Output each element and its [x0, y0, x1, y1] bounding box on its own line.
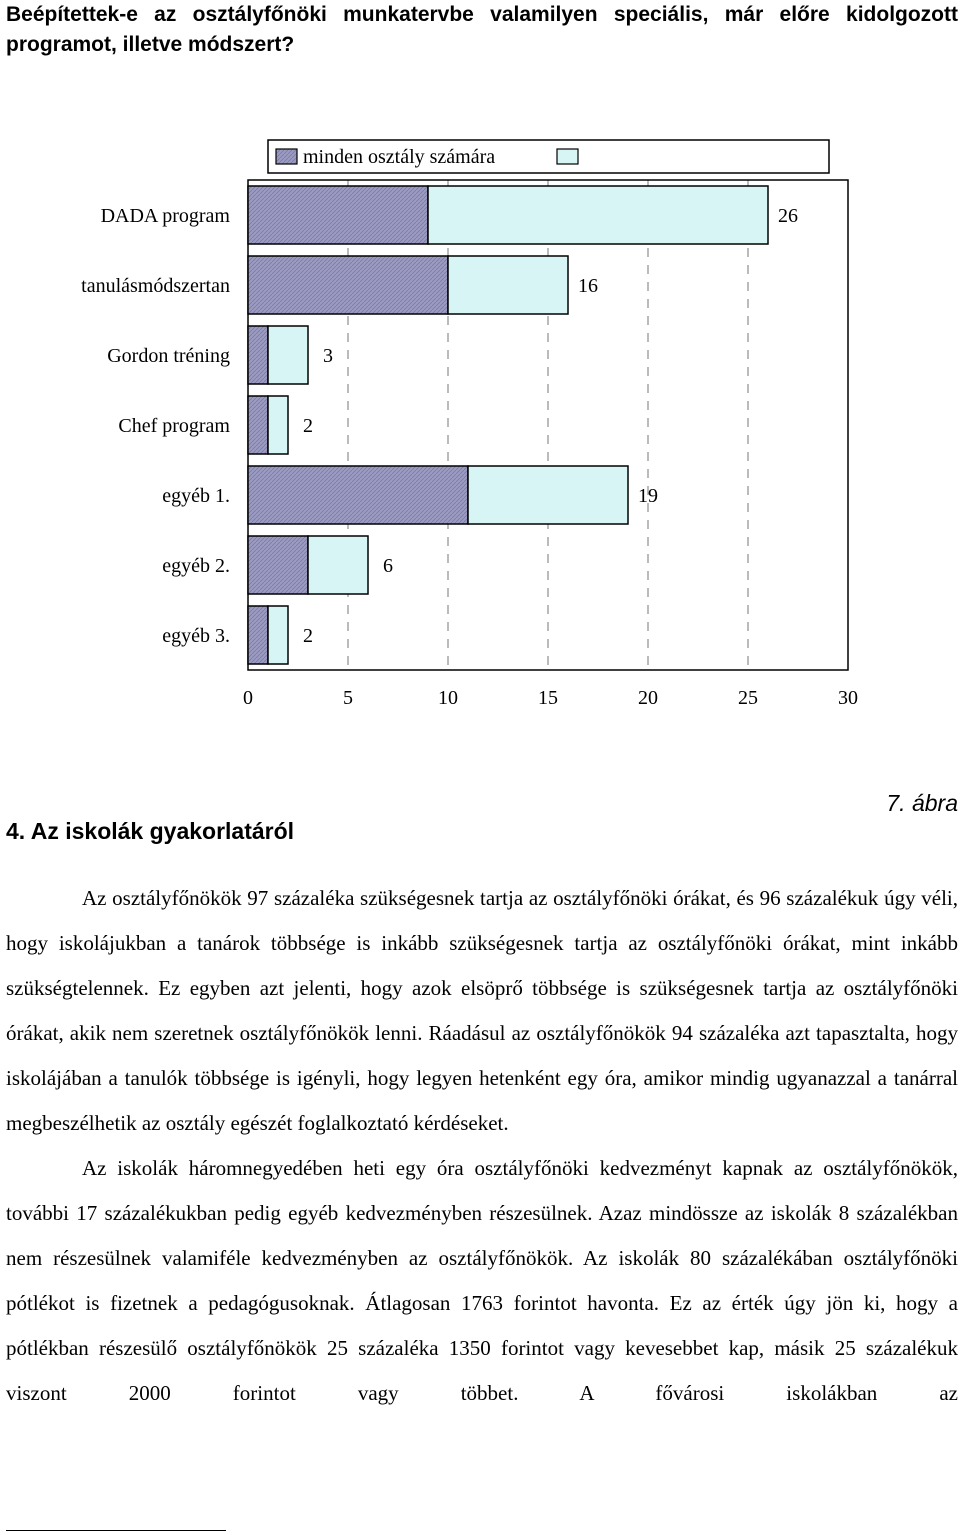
legend-swatch-series-1 [276, 149, 297, 164]
section-title: 4. Az iskolák gyakorlatáról [6, 818, 295, 844]
paragraph-1: Az osztályfőnökök 97 százaléka szükségesnek tartja az osztályfőnöki órákat, és 96 százalékuk úgy véli, hogy iskolájukban a tanárok többsége is inkább szükségesnek tartja az osztályfőnöki órákat, mint inkább szükségtelennek. Ez egyben azt jelenti, hogy azok elsöprő többsége is szükségesnek tartja az osztályfőnöki órákat, akik nem szeretnek osztályfőnökök lenni. Ráadásul az osztályfőnökök 94 százaléka azt tapasztalta, hogy iskolájában a tanulók többsége is igényli, hogy legyen hetenként egy óra, amikor mindig ugyanazzal a tanárral megbeszélhetik az osztály egészét foglalkoztató kérdéseket. [6, 886, 958, 1135]
bar-segment [268, 396, 288, 454]
bar-segment [268, 326, 308, 384]
x-tick-label: 5 [343, 687, 353, 709]
data-label: 2 [303, 415, 313, 437]
x-tick-label: 10 [438, 687, 458, 709]
bar-segment [448, 256, 568, 314]
x-tick-label: 0 [243, 687, 253, 709]
legend-swatch-series-2 [557, 149, 578, 164]
chart-plot-area [81, 180, 858, 709]
category-label: Gordon tréning [107, 345, 230, 367]
data-label: 2 [303, 625, 313, 647]
x-tick-label: 15 [538, 687, 558, 709]
category-label: egyéb 1. [162, 485, 230, 507]
bar-segment [268, 606, 288, 664]
category-label: egyéb 3. [162, 625, 230, 647]
bar-segment [308, 536, 368, 594]
paragraph-2: Az iskolák háromnegyedében heti egy óra osztályfőnöki kedvezményt kapnak az osztályfőnökök, további 17 százalékukban pedig egyéb kedvezményben részesülnek. Azaz mindössze az iskolák 8 százalékban nem részesülnek valamiféle kedvezményben az osztályfőnökök. Az iskolák 80 százalékában osztályfőnöki pótlékot is fizetnek a pedagógusoknak. Átlagosan 1763 forintot havonta. Ez az érték úgy jön ki, hogy a pótlékban részesülő osztályfőnökök 25 százaléka 1350 forintot vagy kevesebbet kap, másik 25 százalékuk viszont 2000 forintot vagy többet. A fővárosi iskolákban az [6, 1156, 958, 1405]
bar-segment [248, 256, 448, 314]
data-label: 6 [383, 555, 393, 577]
bar-segment [248, 396, 268, 454]
bar-segment [248, 606, 268, 664]
data-label: 26 [778, 205, 798, 227]
bar-segment [248, 326, 268, 384]
bar-segment [248, 536, 308, 594]
bar-chart [0, 130, 960, 730]
bar-segment [428, 186, 768, 244]
data-label: 16 [578, 275, 598, 297]
category-label: tanulásmódszertan [81, 275, 230, 297]
footer-rule [6, 1530, 226, 1531]
data-label: 3 [323, 345, 333, 367]
bar-segment [468, 466, 628, 524]
data-label: 19 [638, 485, 658, 507]
category-label: DADA program [100, 205, 230, 227]
chart-gridlines [348, 180, 748, 670]
legend-label-series-1: minden osztály számára [303, 146, 496, 168]
x-tick-label: 30 [838, 687, 858, 709]
x-tick-label: 20 [638, 687, 658, 709]
chart-legend [268, 140, 829, 173]
category-label: egyéb 2. [162, 555, 230, 577]
body-text [6, 876, 958, 1416]
question-heading: Beépítettek-e az osztályfőnöki munkatervbe valamilyen speciális, már előre kidolgozott programot, illetve módszert? [6, 3, 958, 56]
bar-segment [248, 466, 468, 524]
x-tick-label: 25 [738, 687, 758, 709]
bar-segment [248, 186, 428, 244]
category-label: Chef program [118, 415, 230, 437]
figure-label: 7. ábra [886, 790, 958, 816]
